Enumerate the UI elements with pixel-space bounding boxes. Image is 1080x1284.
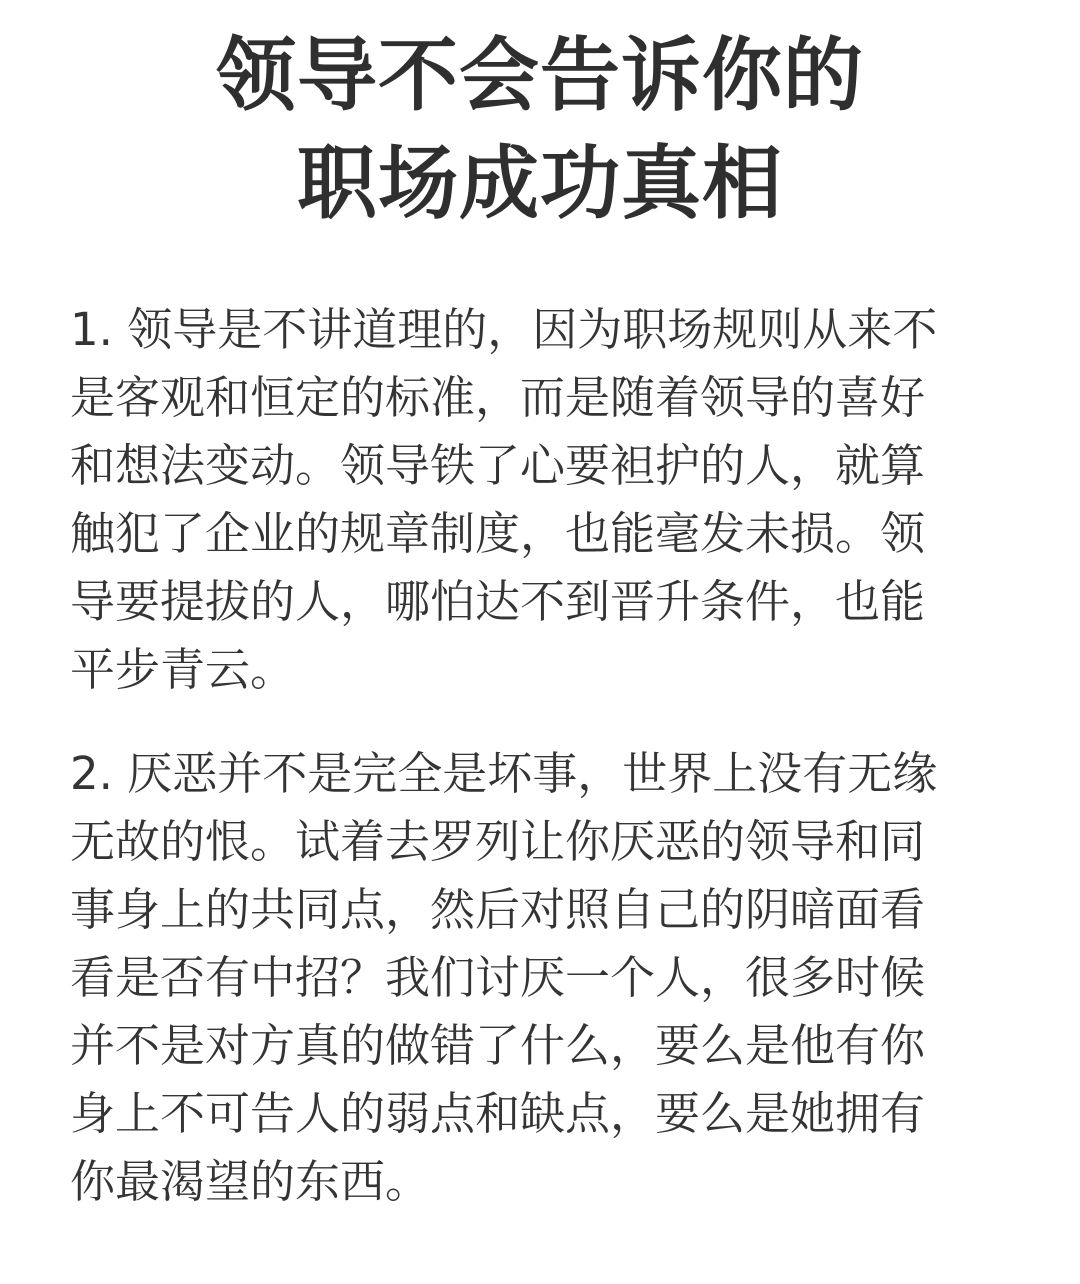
paragraph-1 [70, 296, 1010, 704]
paragraph-line: 1. 领导是不讲道理的，因为职场规则从来不 [70, 303, 938, 356]
paragraph-line: 平步青云。 [70, 643, 296, 696]
paragraph-line: 并不是对方真的做错了什么，要么是他有你 [70, 1019, 926, 1072]
paragraph-line: 是客观和恒定的标准，而是随着领导的喜好 [70, 371, 926, 424]
paragraph-line: 看是否有中招？我们讨厌一个人，很多时候 [70, 951, 926, 1004]
paragraph-line: 身上不可告人的弱点和缺点，要么是她拥有 [70, 1087, 926, 1140]
paragraph-line: 事身上的共同点，然后对照自己的阴暗面看 [70, 883, 926, 936]
paragraph-line: 触犯了企业的规章制度，也能毫发未损。领 [70, 507, 926, 560]
paragraph-line: 你最渴望的东西。 [70, 1155, 431, 1208]
paragraph-line: 和想法变动。领导铁了心要袒护的人，就算 [70, 439, 926, 492]
title-line: 领导不会告诉你的 [216, 29, 864, 122]
paragraph-line: 导要提拔的人，哪怕达不到晋升条件，也能 [70, 575, 926, 628]
paragraph-line: 无故的恨。试着去罗列让你厌恶的领导和同 [70, 815, 926, 868]
paragraph-line: 2. 厌恶并不是完全是坏事，世界上没有无缘 [70, 747, 938, 800]
title-line: 职场成功真相 [297, 137, 783, 230]
paragraph-2 [70, 740, 1010, 1216]
page-title [0, 22, 1080, 238]
